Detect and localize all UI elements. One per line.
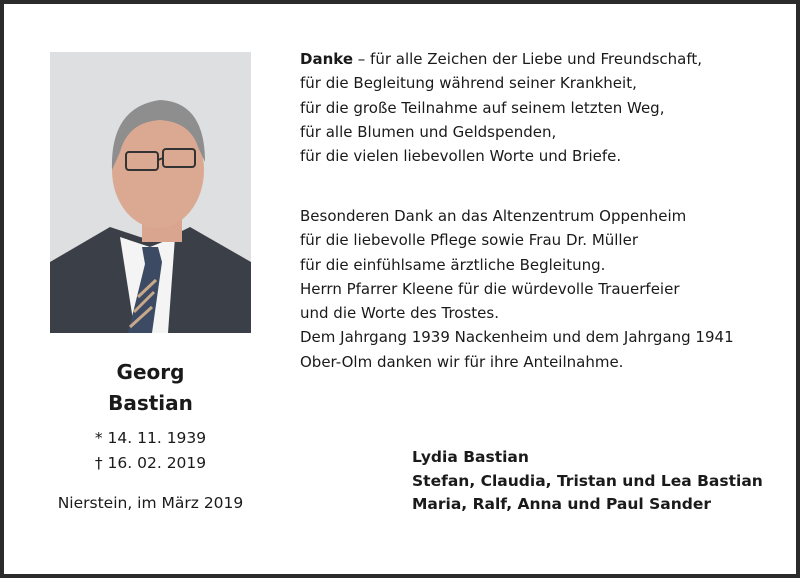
thanks-line: für die Begleitung während seiner Krankheit, [300, 74, 637, 93]
special-thanks-line: Herrn Pfarrer Kleene für die würdevolle Trauerfeier [300, 279, 680, 298]
thanks-line: für alle Blumen und Geldspenden, [300, 122, 557, 141]
first-name: Georg [116, 360, 185, 384]
portrait-photo [50, 52, 251, 333]
special-thanks-line: und die Worte des Trostes. [300, 304, 499, 323]
thanks-line: – für alle Zeichen der Liebe und Freundschaft, [353, 50, 703, 68]
special-thanks-line: Besonderen Dank an das Altenzentrum Oppenheim [300, 207, 687, 225]
thanks-line: für die große Teilnahme auf seinem letzten Weg, [300, 98, 665, 117]
special-thanks-line: für die liebevolle Pflege sowie Frau Dr. Müller [300, 231, 638, 250]
thanks-line: für die vielen liebevollen Worte und Briefe. [300, 147, 622, 166]
family-line: Stefan, Claudia, Tristan und Lea Bastian [412, 471, 763, 490]
thanks-lead: Danke [300, 50, 353, 68]
family-signature [412, 446, 763, 517]
life-dates [50, 426, 251, 476]
death-date: † 16. 02. 2019 [94, 454, 207, 472]
birth-date: * 14. 11. 1939 [94, 429, 207, 447]
special-thanks-paragraph [300, 204, 734, 374]
deceased-name [50, 357, 251, 419]
special-thanks-line: Dem Jahrgang 1939 Nackenheim und dem Jahrgang 1941 [300, 328, 734, 347]
family-line: Lydia Bastian [412, 448, 529, 466]
last-name: Bastian [108, 391, 193, 415]
place-date: Nierstein, im März 2019 [57, 494, 244, 512]
family-line: Maria, Ralf, Anna und Paul Sander [412, 495, 712, 513]
special-thanks-line: für die einfühlsame ärztliche Begleitung. [300, 255, 606, 274]
special-thanks-line: Ober-Olm danken wir für ihre Anteilnahme. [300, 352, 624, 371]
thanks-paragraph [300, 47, 702, 168]
